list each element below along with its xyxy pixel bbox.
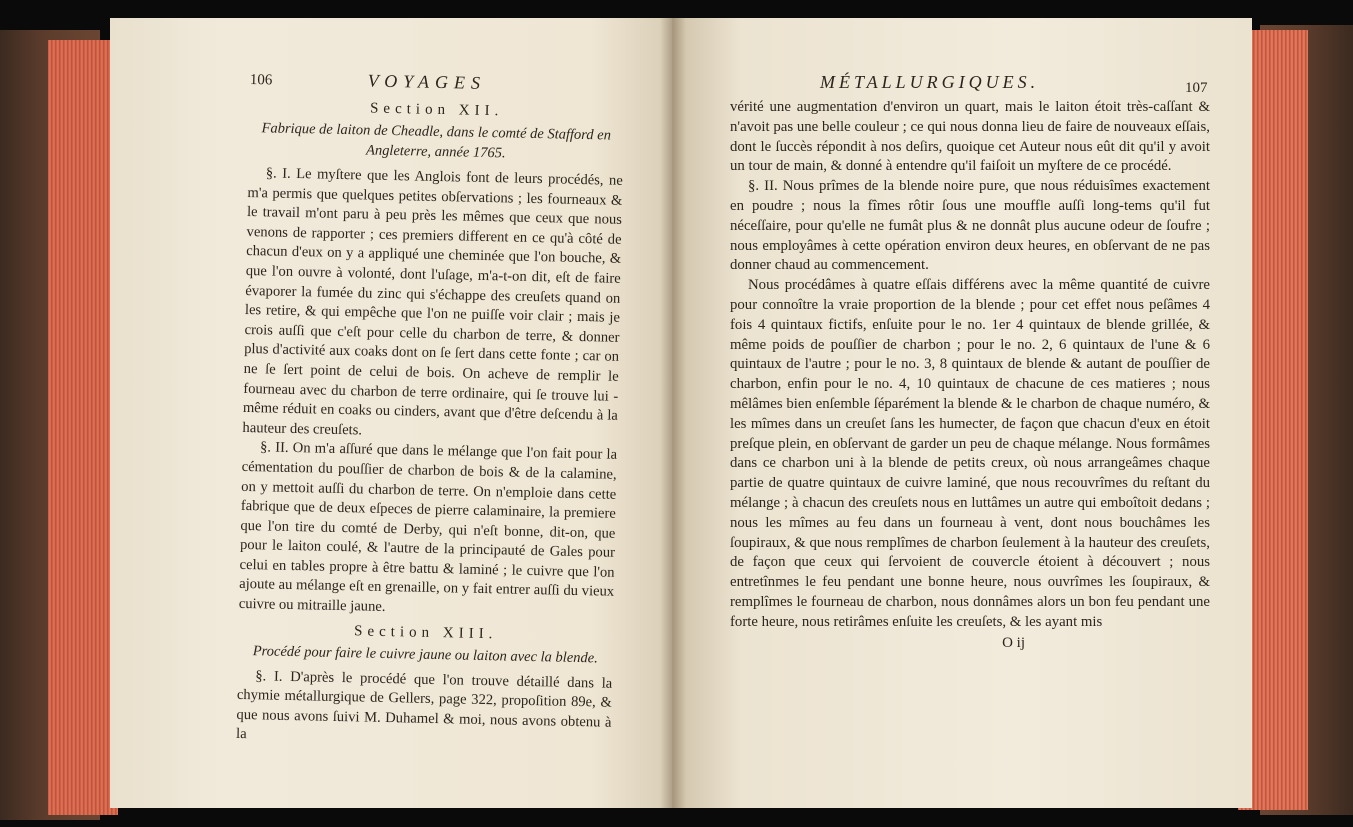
paragraph: Nous procédâmes à quatre eſſais différens avec la même quantité de cuivre pour connoître la vraie proportion de la blende ; pour cet effet nous peſâmes 4 fois 4 quintaux fictifs, enſuite pour le no. 1er 4 quintaux de blende grillée, & même poids de pouſſier de charbon ; pour le no. 2, 6 quintaux de l'une & 6 quintaux de l'autre ; pour le no. 3, 8 quintaux de blende & autant de pouſſier de charbon, enfin pour le no. 4, 10 quintaux de chacune de ces matieres ; nous mêlâmes bien enſemble ſéparément la blende & le charbon de chaque numéro, & les mîmes dans un creuſet ſans les humecter, de façon que chacun d'eux en étoit preſque plein, en obſervant de garder un peu de chaque mélange. Nous formâmes dans ce charbon uni à la blende de petits creux, où nous arrangeâmes chaque partie de quatre quintaux de cuivre laminé, que nous recouvrîmes du reſtant du mélange ; à chacun des creuſets nous en luttâmes un autre qui emboîtoit dedans ; nous les mîmes au feu dans un fourneau à vent, dont nous bouchâmes les ſoupiraux, & que nous remplîmes de charbon ſeulement à la hauteur des creuſets, de façon que ceux qui ſervoient de couvercle étoient à découvert ; nous entretînmes le feu pendant une bonne heure, nous ouvrîmes les ſoupiraux, & remplîmes le fourneau de charbon, nous donnâmes alors un bon feu pendant une forte heure, nous retirâmes enſuite les creuſets, & les ayant mis [730, 277, 1210, 630]
page-number: 107 [1185, 80, 1208, 96]
paragraph: §. I. D'après le procédé que l'on trouve détaillé dans la chymie métallurgique de Gellers, page 322, propoſition 89e, & que nous avons ſuivi M. Duhamel & moi, nous avons obtenu à la [235, 667, 613, 743]
paragraph: §. II. On m'a aſſuré que dans le mélange que l'on fait pour la cémentation du pouſſier de charbon de bois & de la calamine, on y mettoit auſſi du charbon de terre. On n'emploie dans cette fabrique que de deux eſpeces de pierre calaminaire, la premiere que l'on tire du comté de Derby, qui n'eſt bonne, dit-on, que pour le laiton coulé, & l'autre de la principauté de Gales pour celui en tables propre à être battu & laminé ; le cuivre que l'on ajoute au mélange eſt en grenaille, on y fait entrer auſſi du vieux cuivre ou mitraille jaune. [238, 439, 618, 616]
left-page-edges [48, 40, 118, 815]
page-number: 106 [249, 71, 273, 89]
right-page-text [730, 74, 1210, 653]
book-gutter [660, 18, 686, 808]
section-title: Section XII. [369, 100, 504, 120]
right-running-head [730, 74, 1210, 96]
running-title: MÉTALLURGIQUES. [820, 72, 1040, 92]
section-subtitle: Fabrique de laiton de Cheadle, dans le comté de Stafford en Angleterre, année 1765. [261, 120, 612, 162]
signature-mark: O ij [1002, 634, 1025, 651]
section-title: Section XIII. [353, 622, 498, 642]
left-page-text [236, 70, 625, 753]
paragraph: vérité une augmentation d'environ un quart, mais le laiton étoit très-caſſant & n'avoit pas une belle couleur ; ce qui nous donna lieu de faire de nouveaux eſſais, dont le ſuccès répondit à nos deſirs, quoique cet Auteur nous eût dit qu'il y avoit un tour de main, & donné à entendre qu'il faiſoit un myſtere de ce procédé. [730, 99, 1210, 175]
paragraph: §. I. Le myſtere que les Anglois font de leurs procédés, ne m'a permis que quelques petites obſervations ; les fourneaux & le travail m'ont paru à peu près les mêmes que ceux que nous venons de rapporter ; ces premiers different en ce qu'à côté de chacun d'eux on y a appliqué une cheminée que l'on bouche, & que l'on ouvre à volonté, dont l'uſage, m'a-t-on dit, eſt de faire évaporer la fumée du zinc qui s'échappe des creuſets quand on les retire, & qui empêche que l'on ne puiſſe voir clair ; mais je crois auſſi que c'eſt pour celle du charbon de terre, & donner plus d'activité aux coaks dont on ſe ſert dans cette fonte ; car on ne ſe ſert point de celui de bois. On acheve de remplir le fourneau avec du charbon de terre ordinaire, qui ſe trouve lui - même réduit en coaks ou cinders, avant que d'être deſcendu à la hauteur des creuſets. [242, 165, 623, 439]
paragraph: §. II. Nous prîmes de la blende noire pure, que nous réduisîmes exactement en poudre ; nous la fîmes rôtir ſous une mouffle auſſi long-tems qu'il fut néceſſaire, pour qu'elle ne fumât plus & ne donnât plus aucune odeur de ſoufre ; nous employâmes à cette opération environ deux heures, en obſervant de ne pas donner chaud au commencement. [730, 178, 1210, 274]
running-title: VOYAGES [367, 70, 487, 93]
section-subtitle: Procédé pour faire le cuivre jaune ou laiton avec la blende. [252, 642, 598, 667]
